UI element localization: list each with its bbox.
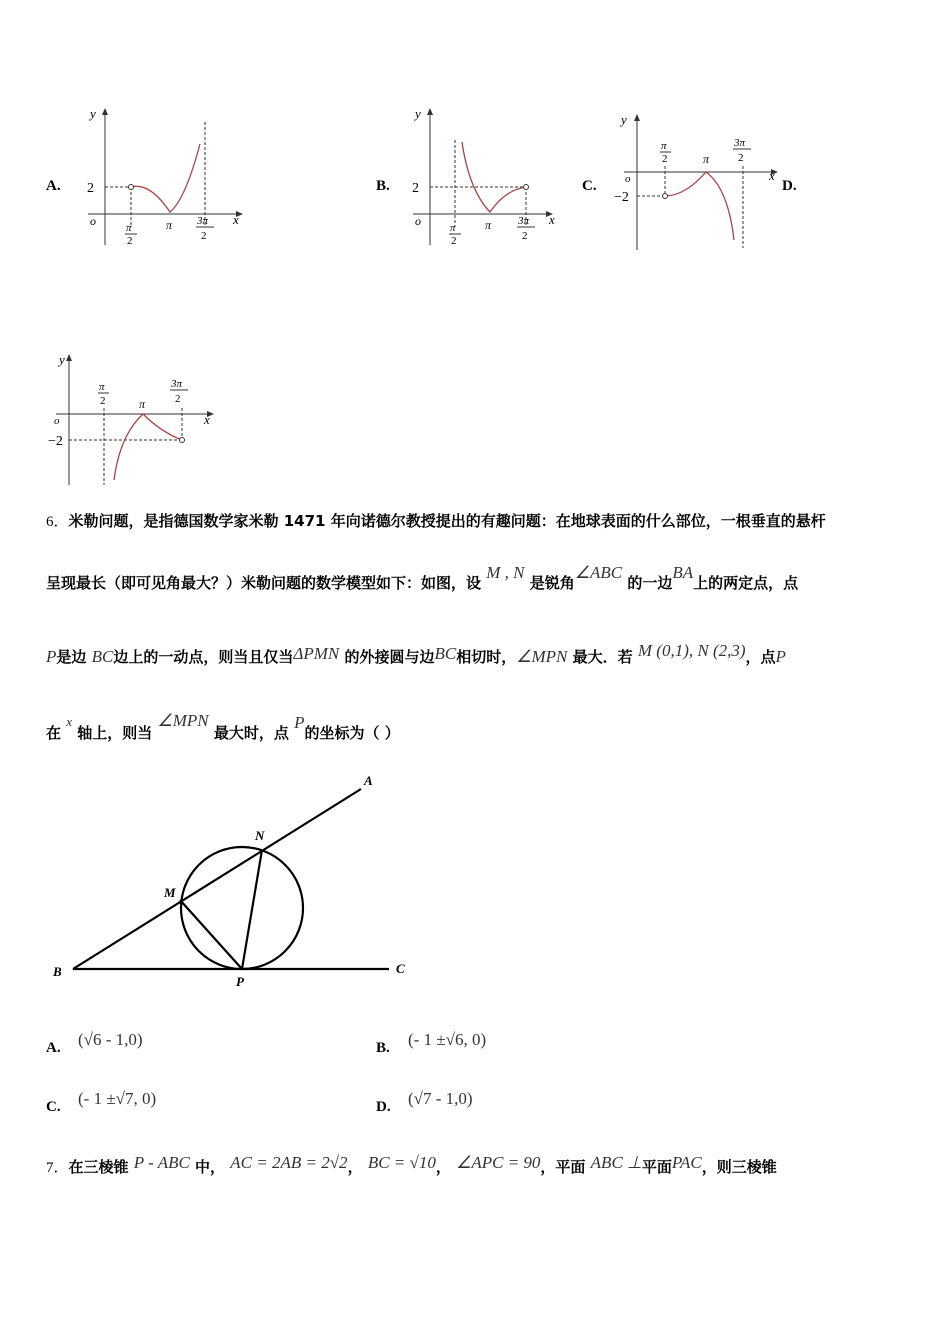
y-axis-label: y	[59, 352, 65, 367]
y-tick-2: 2	[87, 181, 94, 196]
graph-b	[405, 100, 575, 250]
q6-text-2d: 上的两定点，点	[693, 574, 799, 592]
option-b-label: B.	[376, 178, 390, 194]
y-axis-label: y	[90, 106, 96, 121]
math-x: x	[66, 714, 73, 729]
q6-line-3	[46, 641, 786, 667]
q6-text-2b: 是锐角	[529, 574, 575, 592]
q6-text-4b: 轴上，则当	[77, 724, 153, 742]
q6-text-4d: 的坐标为（ ）	[304, 724, 400, 742]
answer-a-text: (√6 - 1,0)	[78, 1030, 143, 1049]
point-c-label: C	[396, 961, 405, 976]
answer-c-label: C.	[46, 1099, 61, 1115]
svg-text:π: π	[126, 222, 132, 234]
q7-text-e: ，平面	[540, 1158, 586, 1176]
q6-line-1	[46, 510, 826, 531]
svg-text:3π: 3π	[518, 215, 530, 227]
q7-line-1	[46, 1153, 777, 1177]
x-axis-label: x	[204, 412, 210, 427]
answer-b-text: (- 1 ±√6, 0)	[408, 1030, 487, 1049]
x-tick-pi: π	[703, 152, 710, 166]
y-tick-neg2: −2	[48, 434, 63, 449]
math-ac-ab: AC = 2AB = 2√2	[230, 1153, 348, 1172]
math-ba: BA	[672, 563, 694, 582]
y-tick-neg2: −2	[614, 190, 629, 205]
math-bc: BC	[434, 644, 457, 663]
svg-text:2: 2	[127, 235, 133, 247]
point-p-label: P	[236, 974, 244, 989]
math-plane-abc: ABC ⊥	[590, 1153, 642, 1172]
x-tick-pi: π	[485, 218, 492, 232]
q7-text-c: ，	[347, 1158, 363, 1176]
y-axis-label: y	[621, 112, 627, 127]
math-angle-mpn: ∠MPN	[516, 647, 568, 666]
q6-text-4a: 在	[46, 724, 62, 742]
graph-a	[80, 100, 250, 250]
origin-label: o	[90, 214, 96, 228]
svg-text:2: 2	[662, 153, 668, 165]
graph-d	[46, 350, 226, 490]
math-points-mn: M (0,1), N (2,3)	[637, 641, 746, 660]
math-angle-apc: ∠APC = 90	[456, 1153, 541, 1172]
answer-c-text: (- 1 ±√7, 0)	[78, 1089, 157, 1108]
answer-d-text: (√7 - 1,0)	[408, 1089, 473, 1108]
x-tick-pi: π	[166, 218, 173, 232]
q7-text-b: 中，	[195, 1158, 226, 1176]
svg-text:2: 2	[201, 230, 207, 242]
graph-c	[610, 108, 785, 253]
y-tick-2: 2	[412, 181, 419, 196]
q6-text-4c: 最大时，点	[213, 724, 289, 742]
svg-text:3π: 3π	[171, 378, 183, 390]
q6-text-3a: 是边	[56, 648, 87, 666]
option-a-label: A.	[46, 178, 61, 194]
answer-d-label: D.	[376, 1099, 391, 1115]
q6-text-1: 米勒问题，是指德国数学家米勒 1471 年向诺德尔教授提出的有趣问题：在地球表面的什么部位，一根垂直的悬杆	[68, 512, 826, 530]
origin-label: o	[625, 173, 631, 185]
math-plane-pac: PAC	[671, 1153, 702, 1172]
q6-line-2	[46, 563, 799, 593]
option-d-label: D.	[782, 178, 797, 194]
x-tick-pi: π	[139, 397, 146, 411]
answer-a-label: A.	[46, 1040, 61, 1056]
math-p: P	[294, 713, 305, 732]
y-axis-label: y	[415, 106, 421, 121]
q7-text-g: ，则三棱锥	[701, 1158, 777, 1176]
math-p: P	[775, 647, 786, 666]
math-angle-mpn: ∠MPN	[157, 711, 209, 730]
math-mn: M , N	[486, 563, 525, 582]
q7-text-f: 平面	[641, 1158, 672, 1176]
svg-text:2: 2	[738, 152, 744, 164]
q6-text-2a: 呈现最长（即可见角最大？）米勒问题的数学模型如下：如图，设	[46, 574, 482, 592]
math-angle-abc: ∠ABC	[574, 563, 623, 582]
math-triangle-pmn: ΔPMN	[293, 644, 340, 663]
q6-text-3e: 最大．若	[572, 648, 633, 666]
math-p-abc: P - ABC	[133, 1153, 190, 1172]
math-p: P	[46, 647, 57, 666]
svg-text:2: 2	[451, 235, 457, 247]
svg-text:3π: 3π	[197, 215, 209, 227]
svg-text:3π: 3π	[734, 137, 746, 149]
point-m-label: M	[164, 885, 176, 900]
svg-text:π: π	[661, 140, 667, 152]
option-c-label: C.	[582, 178, 597, 194]
answer-b-label: B.	[376, 1040, 390, 1056]
q6-text-3b: 边上的一动点，则当且仅当	[113, 648, 294, 666]
x-axis-label: x	[549, 212, 555, 227]
svg-text:2: 2	[522, 230, 528, 242]
point-b-label: B	[53, 964, 62, 979]
svg-text:π: π	[99, 381, 105, 393]
svg-text:2: 2	[175, 393, 181, 405]
q6-text-3f: ，点	[745, 648, 776, 666]
math-bc: BC = √10	[367, 1153, 436, 1172]
point-n-label: N	[255, 828, 265, 843]
q7-number: 7．	[46, 1160, 69, 1176]
miller-figure	[46, 770, 426, 1000]
point-a-label: A	[364, 773, 373, 788]
x-axis-label: x	[769, 168, 775, 183]
origin-label: o	[54, 415, 60, 427]
q6-text-3d: 相切时，	[456, 648, 517, 666]
q6-text-3c: 的外接圆与边	[344, 648, 435, 666]
math-bc: BC	[91, 647, 114, 666]
x-axis-label: x	[233, 212, 239, 227]
origin-label: o	[415, 214, 421, 228]
svg-text:2: 2	[100, 395, 106, 407]
q6-number: 6．	[46, 514, 69, 530]
q6-line-4	[46, 711, 400, 743]
q7-text-a: 在三棱锥	[68, 1158, 129, 1176]
q7-text-d: ，	[435, 1158, 451, 1176]
q6-text-2c: 的一边	[627, 574, 673, 592]
svg-text:π: π	[450, 222, 456, 234]
